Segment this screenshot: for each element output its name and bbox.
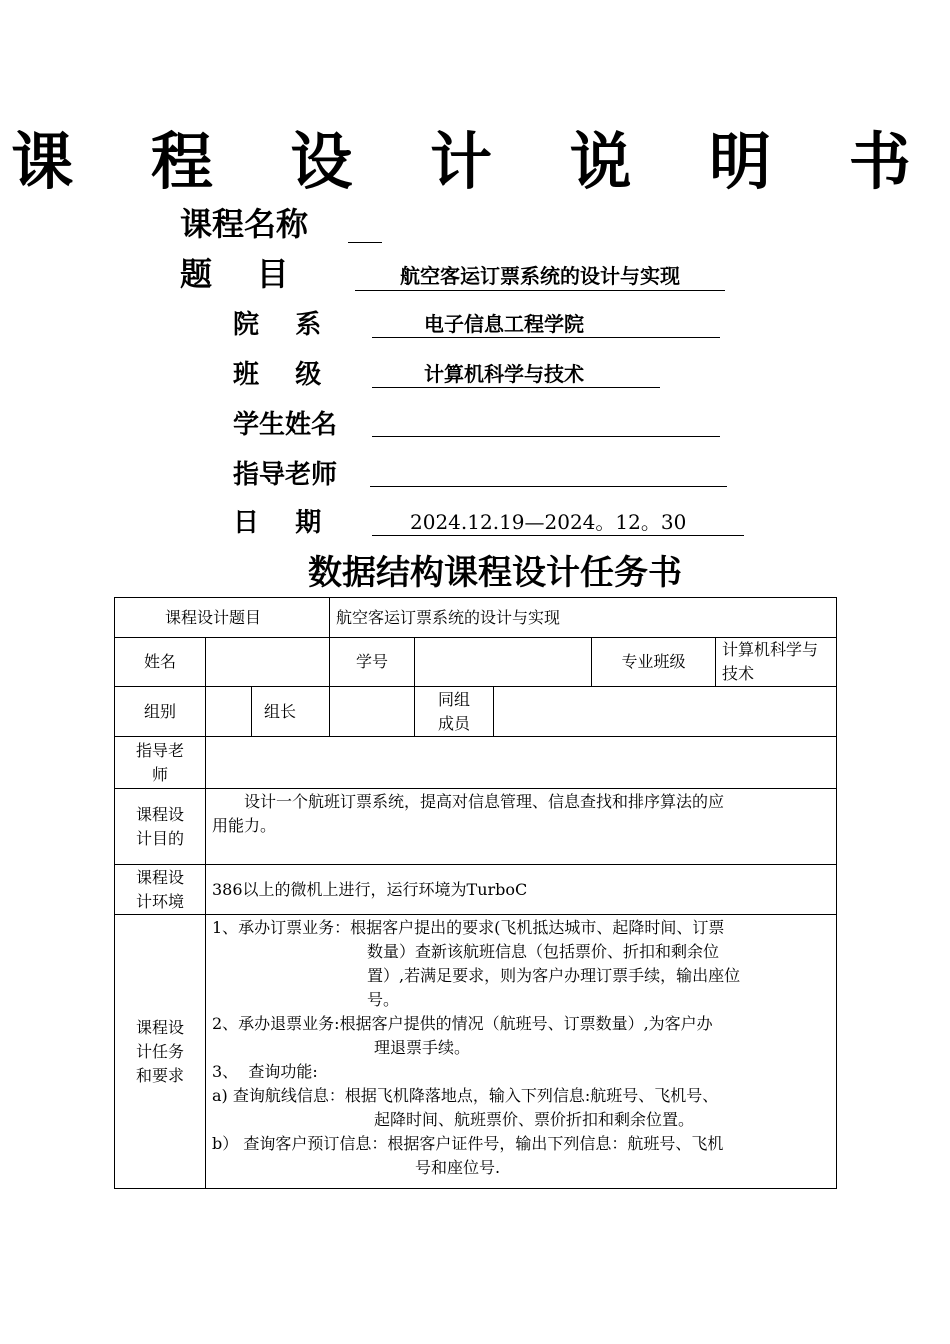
topic-value: 航空客运订票系统的设计与实现 xyxy=(355,262,725,291)
purpose-label-line-2: 计目的 xyxy=(135,828,184,848)
req-line: 数量）查新该航班信息（包括票价、折扣和剩余位 xyxy=(367,942,720,961)
group-value-cell xyxy=(206,687,252,737)
topic-value-cell: 航空客运订票系统的设计与实现 xyxy=(330,598,837,638)
req-line: a) 查询航线信息：根据飞机降落地点，输入下列信息:航班号、飞机号、 xyxy=(212,1086,719,1105)
id-label-cell: 学号 xyxy=(330,638,415,687)
req-line: 号和座位号. xyxy=(415,1158,501,1177)
req-line: 号。 xyxy=(367,990,400,1009)
advisor-value xyxy=(370,458,727,487)
req-line: 起降时间、航班票价、票价折扣和剩余位置。 xyxy=(374,1110,695,1129)
task-table xyxy=(114,597,837,1189)
major-value-cell: 计算机科学与技术 xyxy=(716,638,837,687)
req-line: 置）,若满足要求，则为客户办理订票手续，输出座位 xyxy=(367,966,741,985)
req-label-line-2: 计任务 xyxy=(135,1041,184,1061)
course-name-label: 课程名称 xyxy=(180,205,309,243)
members-label-line-2: 成员 xyxy=(438,713,471,733)
req-line: 2、承办退票业务:根据客户提供的情况（航班号、订票数量）,为客户办 xyxy=(212,1014,713,1033)
purpose-line-1: 设计一个航班订票系统，提高对信息管理、信息查找和排序算法的应 xyxy=(244,792,725,811)
env-label-cell xyxy=(115,865,206,915)
req-label-cell xyxy=(115,915,206,1189)
req-label-line-1: 课程设 xyxy=(135,1017,184,1037)
env-label-line-1: 课程设 xyxy=(135,867,184,887)
members-label-line-1: 同组 xyxy=(438,689,471,709)
purpose-line-2: 用能力。 xyxy=(212,816,277,835)
req-value-cell xyxy=(206,915,837,1189)
advisor-label-line-1: 指导老 xyxy=(135,740,184,760)
req-line: 1、承办订票业务：根据客户提出的要求(飞机抵达城市、起降时间、订票 xyxy=(212,918,725,937)
class-value: 计算机科学与技术 xyxy=(372,360,660,388)
leader-value-cell xyxy=(330,687,415,737)
advisor-label: 指导老师 xyxy=(233,460,338,490)
id-value-cell xyxy=(415,638,592,687)
members-label-cell xyxy=(415,687,494,737)
name-value-cell xyxy=(206,638,330,687)
purpose-value-cell xyxy=(206,789,837,865)
members-value-cell xyxy=(494,687,837,737)
topic-label-cell: 课程设计题目 xyxy=(115,598,330,638)
env-label-line-2: 计环境 xyxy=(135,891,184,911)
student-label: 学生姓名 xyxy=(233,410,338,440)
date-value: 2024.12.19—2024。12。30 xyxy=(372,508,744,536)
purpose-label-cell xyxy=(115,789,206,865)
course-name-blank xyxy=(348,214,382,243)
class-label: 班 级 xyxy=(233,360,322,390)
advisor-label-line-2: 师 xyxy=(151,764,168,784)
student-value xyxy=(372,408,720,437)
major-label-cell: 专业班级 xyxy=(592,638,716,687)
req-line: 理退票手续。 xyxy=(374,1038,471,1057)
advisor-label-cell xyxy=(115,737,206,789)
dept-value: 电子信息工程学院 xyxy=(372,310,720,338)
req-line: b） 查询客户预订信息：根据客户证件号，输出下列信息：航班号、飞机 xyxy=(212,1134,724,1153)
topic-label: 题 目 xyxy=(180,255,289,293)
env-value-cell: 386以上的微机上进行，运行环境为TurboC xyxy=(206,865,837,915)
leader-label-cell: 组长 xyxy=(252,687,330,737)
advisor-value-cell xyxy=(206,737,837,789)
name-label-cell: 姓名 xyxy=(115,638,206,687)
req-label-line-3: 和要求 xyxy=(135,1065,184,1085)
cover-main-title: 课 程 设 计 说 明 书 xyxy=(11,125,939,198)
dept-label: 院 系 xyxy=(233,310,322,340)
date-label: 日 期 xyxy=(233,508,322,538)
purpose-label-line-1: 课程设 xyxy=(135,804,184,824)
req-line: 3、 查询功能: xyxy=(212,1062,318,1081)
group-label-cell: 组别 xyxy=(115,687,206,737)
task-heading: 数据结构课程设计任务书 xyxy=(308,553,682,593)
